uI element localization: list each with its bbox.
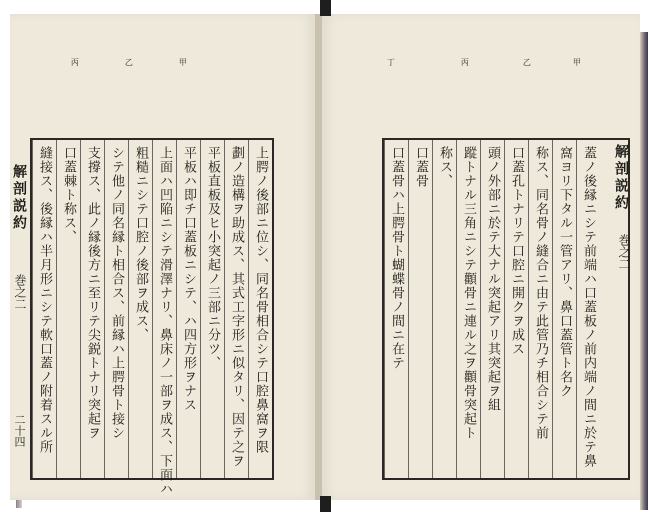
text-column: 口蓋棘ト称ス、 — [56, 140, 80, 478]
text-column: 称ス、 — [432, 140, 456, 478]
spine-mark-top — [320, 0, 331, 16]
text-column: 上腭ノ後部ニ位シ、同名骨相合シテ口腔鼻窩ヲ限 — [248, 140, 272, 478]
left-page — [10, 14, 315, 500]
side-title-left: 解剖説約 — [11, 164, 27, 232]
text-column: 平板ハ即チ口蓋板ニシテ、ハ四方形ヲナス — [176, 140, 200, 478]
gutter — [315, 14, 322, 500]
spine-mark-bottom — [320, 496, 331, 512]
folio-number: 二十四 — [13, 414, 26, 447]
text-column: 縫接ス、後縁ハ半月形ニシテ軟口蓋ノ附着スル所 — [32, 140, 56, 478]
text-column: 口蓋骨 — [408, 140, 432, 478]
book — [10, 14, 640, 500]
right-page — [322, 14, 640, 500]
text-column: 称ス、同名骨ノ縫合ニ由テ此管乃チ相合シテ前 — [528, 140, 552, 478]
text-column: 窩ヨリ下タル一管アリ、鼻口蓋管ト名ク — [552, 140, 576, 478]
headnote: 丙 — [70, 58, 80, 66]
side-title-right: 解剖説約 — [613, 144, 629, 212]
text-column: 蹤トナル三角ニシテ顴骨ニ連ル之ヲ顴骨突起ト — [456, 140, 480, 478]
volume-label-right: 巻之二 — [617, 234, 631, 270]
text-column: 支撐ス、此ノ縁後方ニ至リテ尖鋭トナリ突起ヲ — [80, 140, 104, 478]
text-column: 劃ノ造構ヲ助成ス、其式工字形ニ似タリ、因テ之ヲ — [224, 140, 248, 478]
headnote: 乙 — [522, 58, 532, 66]
headnote: 甲 — [572, 58, 582, 66]
headnote: 甲 — [178, 58, 188, 66]
text-frame-right — [382, 138, 630, 480]
headnote: 丙 — [460, 58, 470, 66]
book-edge-right — [640, 32, 648, 510]
text-column: 口蓋孔トナリテ口腔ニ開クヲ成ス — [504, 140, 528, 478]
text-column: 頭ノ外部ニ於テ大ナル突起アリ其突起ヲ組 — [480, 140, 504, 478]
text-column: 上面ハ凹陥ニシテ滑澤ナリ、鼻床ノ一部ヲ成ス、下面ハ — [152, 140, 176, 478]
headnote: 乙 — [124, 58, 134, 66]
text-column: 粗糙ニシテ口腔ノ後部ヲ成ス、 — [128, 140, 152, 478]
text-column: 蓋ノ後縁ニシテ前端ハ口蓋板ノ前内端ノ間ニ於テ鼻 — [576, 140, 600, 478]
text-column: 口蓋骨ハ上腭骨ト蝴蝶骨ノ間ニ在テ — [384, 140, 408, 478]
headnote: 丁 — [386, 58, 396, 66]
text-column: シテ他ノ同名縁ト相合ス、前縁ハ上腭骨ト接シ — [104, 140, 128, 478]
text-frame-left — [30, 138, 274, 496]
volume-label-left: 巻之二 — [13, 274, 27, 310]
text-column: 平板直板及ヒ小突起ノ三部ニ分ツ、 — [200, 140, 224, 478]
